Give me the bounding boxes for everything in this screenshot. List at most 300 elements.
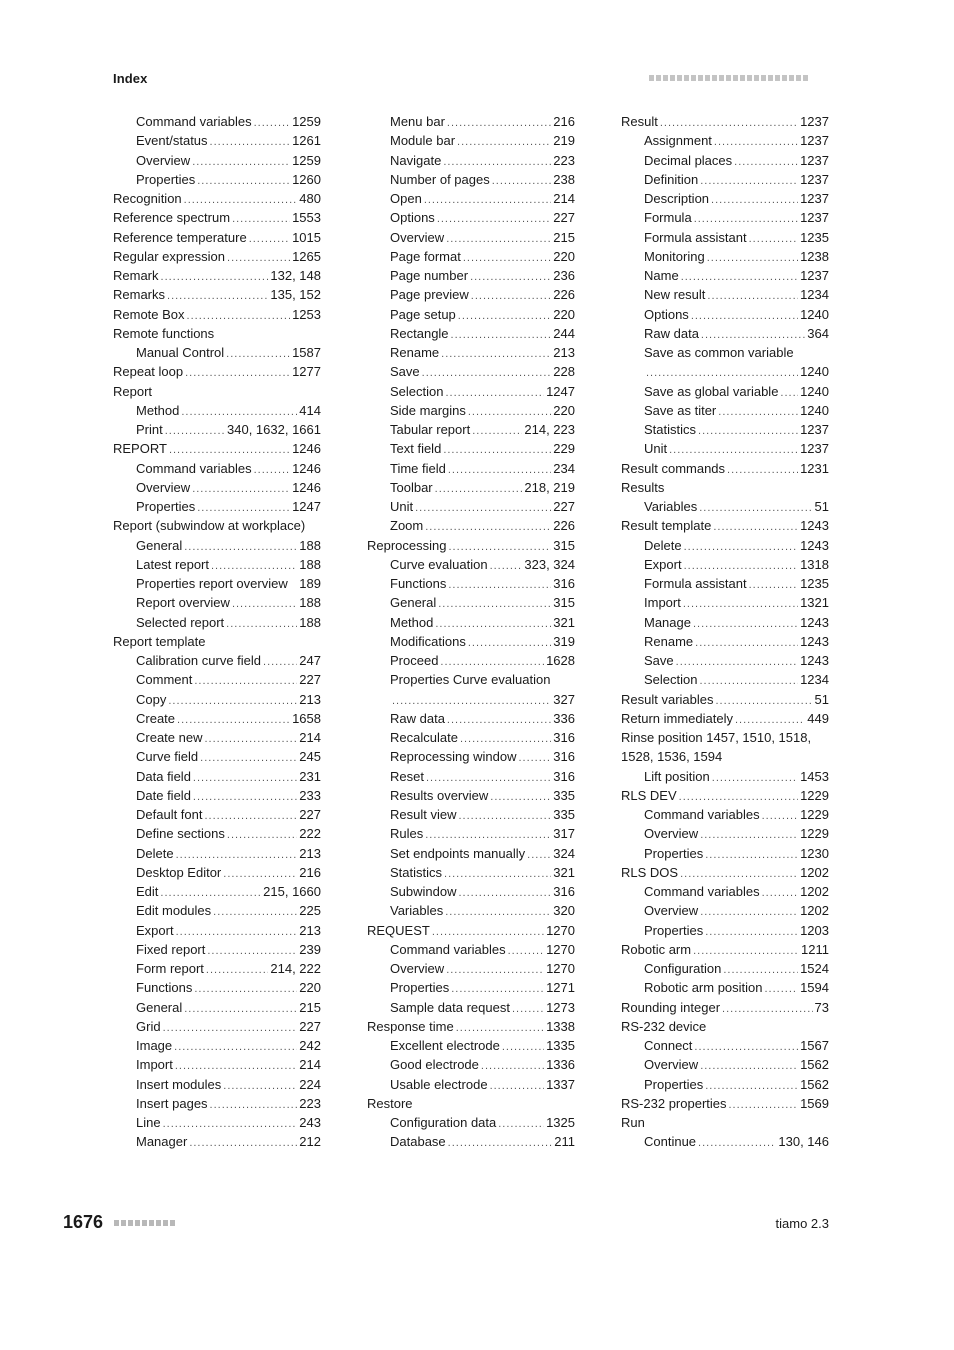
index-term: Report <box>113 383 153 399</box>
dot-leader <box>441 345 551 362</box>
dot-leader <box>163 1019 298 1036</box>
index-subentry <box>367 805 575 824</box>
decorative-square <box>740 75 745 81</box>
index-page-refs: 1247 <box>546 383 575 399</box>
index-page-refs: 1230 <box>800 845 829 861</box>
dot-leader <box>684 538 799 555</box>
footer-decorative-squares <box>114 1220 175 1226</box>
decorative-square <box>761 75 766 81</box>
index-page-refs: 233 <box>299 787 321 803</box>
index-page-refs: 1243 <box>800 537 829 553</box>
index-subentry <box>367 593 575 612</box>
index-entry <box>621 459 829 478</box>
index-term: Data field <box>136 768 191 784</box>
index-page-refs: 188 <box>299 537 321 553</box>
index-page-refs: 218, 219 <box>524 479 575 495</box>
dot-leader <box>181 403 297 420</box>
index-subentry <box>113 112 321 131</box>
index-subentry <box>113 921 321 940</box>
dot-leader <box>192 480 290 497</box>
dot-leader <box>200 749 297 766</box>
decorative-square <box>170 1220 175 1226</box>
index-page-refs: 238 <box>553 171 575 187</box>
index-page-refs: 239 <box>299 941 321 957</box>
dot-leader <box>422 364 552 381</box>
index-subentry <box>113 478 321 497</box>
index-entry <box>621 998 829 1017</box>
dot-leader <box>458 307 552 324</box>
index-subentry <box>621 228 829 247</box>
dot-leader <box>508 942 544 959</box>
index-term: Overview <box>390 961 445 976</box>
index-term: Run <box>621 1115 645 1130</box>
index-page-refs: 1594 <box>800 980 829 996</box>
index-entry <box>113 632 321 651</box>
decorative-square <box>719 75 724 81</box>
dot-leader <box>161 268 269 285</box>
dot-leader <box>163 1115 298 1132</box>
index-page-refs: 222 <box>299 826 321 842</box>
index-subentry <box>621 131 829 150</box>
index-page-refs: 212 <box>299 1134 321 1150</box>
dot-leader <box>223 865 297 882</box>
dot-leader <box>193 788 297 805</box>
dot-leader <box>512 1000 544 1017</box>
index-page-refs: 216 <box>299 864 321 880</box>
index-page-refs: 315 <box>553 595 575 611</box>
dot-leader <box>780 384 798 401</box>
index-subentry <box>621 1075 829 1094</box>
dot-leader <box>762 807 798 824</box>
index-term: Configuration <box>644 961 722 976</box>
index-subentry <box>113 786 321 805</box>
dot-leader <box>435 480 523 497</box>
index-term: Reference temperature <box>113 229 247 245</box>
index-subentry <box>113 1075 321 1094</box>
index-term: Remark <box>113 268 159 283</box>
dot-leader <box>445 384 544 401</box>
index-subentry <box>621 1055 829 1074</box>
dot-leader <box>448 1134 553 1151</box>
index-subentry <box>113 170 321 189</box>
index-page-refs: 242 <box>299 1038 321 1053</box>
index-term: Save as global variable <box>644 383 779 399</box>
dot-leader <box>193 769 297 786</box>
dot-leader <box>716 692 813 709</box>
index-page-refs: 1237 <box>800 191 829 206</box>
index-page-refs: 214 <box>299 1057 321 1073</box>
index-page-refs: 1567 <box>800 1038 829 1053</box>
index-term: Desktop Editor <box>136 864 222 880</box>
index-subentry <box>367 978 575 997</box>
index-term: Remote functions <box>113 325 215 341</box>
index-term: Calibration curve field <box>136 653 262 668</box>
dot-leader <box>204 730 297 747</box>
index-term: Insert pages <box>136 1095 208 1111</box>
index-page-refs: 324 <box>553 845 575 861</box>
index-term: Robotic arm <box>621 941 692 957</box>
index-page-refs: 214, 222 <box>270 961 321 976</box>
decorative-square <box>142 1220 147 1226</box>
index-entry <box>113 247 321 266</box>
index-term: Monitoring <box>644 248 705 264</box>
index-entry <box>367 536 575 555</box>
dot-leader <box>490 1077 545 1094</box>
dot-leader <box>699 672 798 689</box>
index-page-refs: 1211 <box>801 941 829 957</box>
index-term: Recalculate <box>390 730 458 745</box>
index-term: Form report <box>136 961 204 976</box>
dot-leader <box>184 538 297 555</box>
decorative-square <box>747 75 752 81</box>
index-entry <box>621 690 829 709</box>
index-subentry <box>621 1132 829 1151</box>
index-subentry <box>367 1113 575 1132</box>
index-term: Save <box>390 364 420 380</box>
index-page-refs: 236 <box>553 268 575 283</box>
index-term: Latest report <box>136 556 209 572</box>
index-term: Import <box>136 1057 173 1073</box>
index-term: Formula assistant <box>644 229 747 245</box>
index-page-refs: 228 <box>553 364 575 380</box>
index-page-refs: 1234 <box>800 672 829 688</box>
index-term: Image <box>136 1038 173 1053</box>
dot-leader <box>440 653 544 670</box>
index-subentry <box>113 1036 321 1055</box>
index-term: General <box>390 595 437 611</box>
index-page-refs: 1325 <box>546 1115 575 1130</box>
index-page-refs: 414 <box>299 402 321 418</box>
index-page-refs: 220 <box>299 980 321 996</box>
index-term: Result <box>621 114 658 129</box>
index-page-refs: 319 <box>553 633 575 649</box>
index-term: Excellent electrode <box>390 1038 500 1053</box>
index-subentry <box>621 882 829 901</box>
dot-leader <box>700 172 798 189</box>
index-term: Result template <box>621 518 712 534</box>
index-entry <box>621 478 829 497</box>
index-column-2 <box>367 112 575 1152</box>
index-subentry <box>113 998 321 1017</box>
index-subentry <box>113 1094 321 1113</box>
index-column-1 <box>113 112 321 1152</box>
index-page-refs: 1321 <box>800 595 829 611</box>
index-page-refs: 219 <box>553 133 575 149</box>
index-subentry <box>621 285 829 304</box>
index-term: Side margins <box>390 402 466 418</box>
index-term: Overview <box>136 479 191 495</box>
index-term: Overview <box>390 229 445 245</box>
index-term: Set endpoints manually <box>390 845 526 861</box>
dot-leader <box>470 268 551 285</box>
dot-leader <box>698 422 798 439</box>
index-term: Default font <box>136 807 203 822</box>
index-entry <box>113 208 321 227</box>
index-term: Result view <box>390 807 457 822</box>
index-page-refs: 323, 324 <box>524 556 575 572</box>
index-page-refs: 320 <box>553 903 575 919</box>
index-term: Repeat loop <box>113 364 184 380</box>
index-subentry <box>621 901 829 920</box>
index-subentry <box>621 824 829 843</box>
index-subentry <box>113 497 321 516</box>
index-subentry <box>621 362 829 381</box>
dot-leader <box>707 249 798 266</box>
index-page-refs: 1240 <box>800 383 829 399</box>
index-subentry <box>621 613 829 632</box>
index-page-refs: 340, 1632, 1661 <box>227 422 321 437</box>
index-page-refs: 1243 <box>800 518 829 534</box>
dot-leader <box>713 518 798 535</box>
index-term: Properties <box>136 499 196 514</box>
index-page-refs: 223 <box>299 1095 321 1111</box>
dot-leader <box>447 114 551 131</box>
dot-leader <box>185 364 290 381</box>
dot-leader <box>432 923 544 940</box>
index-entry <box>113 439 321 458</box>
index-entry <box>367 921 575 940</box>
index-term: Rounding integer <box>621 999 721 1015</box>
index-page-refs: 480 <box>299 191 321 206</box>
index-term: Save as common variable <box>644 345 794 360</box>
index-term: Restore <box>367 1095 413 1111</box>
index-subentry <box>367 189 575 208</box>
index-subentry <box>113 151 321 170</box>
index-page-refs: 1240 <box>800 402 829 418</box>
index-term: Good electrode <box>390 1057 479 1073</box>
dot-leader <box>693 942 799 959</box>
index-term: Toolbar <box>390 479 433 495</box>
index-term: Properties <box>136 171 196 187</box>
index-term: Edit modules <box>136 903 212 919</box>
index-term: Selected report <box>136 614 225 630</box>
index-page-refs: 449 <box>807 710 829 726</box>
page-header-title: Index <box>113 71 148 86</box>
index-term: Decimal places <box>644 152 733 168</box>
index-entry <box>621 112 829 131</box>
index-term: Functions <box>390 576 447 591</box>
index-page-refs: 1202 <box>800 864 829 880</box>
index-term: Configuration data <box>390 1115 497 1130</box>
index-page-refs: 224 <box>299 1076 321 1092</box>
index-term: Module bar <box>390 133 456 149</box>
index-subentry <box>621 632 829 651</box>
index-term: Properties <box>644 922 704 938</box>
index-term: Database <box>390 1134 446 1150</box>
decorative-square <box>663 75 668 81</box>
index-entry <box>621 863 829 882</box>
index-page-refs: 1562 <box>800 1076 829 1092</box>
index-term: Proceed <box>390 653 439 668</box>
index-page-refs: 1237 <box>800 133 829 149</box>
dot-leader <box>176 846 298 863</box>
index-page-refs: 215, 1660 <box>263 884 321 899</box>
dot-leader <box>444 865 551 882</box>
index-page-refs: 1270 <box>546 922 575 938</box>
dot-leader <box>192 153 290 170</box>
index-term: Export <box>136 922 174 938</box>
index-subentry <box>367 863 575 882</box>
index-term: Properties <box>390 980 450 996</box>
index-term: Overview <box>644 826 699 842</box>
dot-leader <box>727 461 798 478</box>
index-subentry <box>113 863 321 882</box>
decorative-square <box>754 75 759 81</box>
dot-leader <box>425 826 551 843</box>
index-page-refs: 1628 <box>546 653 575 668</box>
index-page-refs: 1453 <box>800 768 829 784</box>
index-entry <box>367 1017 575 1036</box>
index-term: Overview <box>644 1057 699 1073</box>
index-subentry <box>113 728 321 747</box>
dot-leader <box>226 345 290 362</box>
dot-leader <box>194 980 297 997</box>
index-subentry <box>621 420 829 439</box>
decorative-square <box>698 75 703 81</box>
dot-leader <box>446 230 551 247</box>
index-subentry <box>621 401 829 420</box>
index-term: Continue <box>644 1134 697 1150</box>
dot-leader <box>207 942 297 959</box>
index-term: Overview <box>136 152 191 168</box>
index-page-refs: 1237 <box>800 114 829 129</box>
dot-leader <box>448 461 551 478</box>
index-subentry <box>621 651 829 670</box>
index-page-refs: 1229 <box>800 826 829 842</box>
index-subentry <box>367 690 575 709</box>
index-subentry <box>367 901 575 920</box>
index-term: Subwindow <box>390 884 457 899</box>
dot-leader <box>184 1000 297 1017</box>
index-entry <box>113 382 321 401</box>
index-subentry <box>367 305 575 324</box>
index-subentry <box>367 266 575 285</box>
index-page-refs: 1270 <box>546 961 575 976</box>
index-page-refs: 1243 <box>800 614 829 630</box>
dot-leader <box>210 1096 298 1113</box>
index-entry <box>621 1094 829 1113</box>
index-term: RLS DOS <box>621 864 679 880</box>
index-entry <box>621 1113 829 1132</box>
index-page-refs: 1271 <box>546 980 575 996</box>
dot-leader <box>194 672 297 689</box>
index-page-refs: 214 <box>299 730 321 745</box>
index-subentry <box>367 940 575 959</box>
index-term: Reprocessing window <box>390 749 517 765</box>
index-page-refs: 1260 <box>292 171 321 187</box>
index-term: Command variables <box>390 941 506 957</box>
index-page-refs: 130, 146 <box>778 1134 829 1150</box>
dot-leader <box>498 1115 544 1132</box>
index-subentry <box>621 324 829 343</box>
index-term: Remote Box <box>113 306 185 322</box>
index-page-refs: 226 <box>553 287 575 303</box>
index-page-refs: 1524 <box>800 961 829 976</box>
index-page-refs: 1235 <box>800 576 829 591</box>
index-term: Properties Curve evaluation <box>390 672 551 688</box>
index-subentry <box>113 1113 321 1132</box>
index-term: Reference spectrum <box>113 210 231 226</box>
index-page-refs: 1553 <box>292 210 321 226</box>
index-subentry <box>367 728 575 747</box>
index-page-refs: 1202 <box>800 903 829 919</box>
index-term: Manage <box>644 614 691 630</box>
index-term: Curve evaluation <box>390 556 488 572</box>
index-term: Command variables <box>644 807 760 822</box>
index-page-refs: 1237 <box>800 268 829 283</box>
index-term: Command variables <box>644 884 760 899</box>
decorative-square <box>768 75 773 81</box>
dot-leader <box>693 615 798 632</box>
index-page-refs: 1335 <box>546 1038 575 1053</box>
dot-leader <box>167 287 268 304</box>
dot-leader <box>723 961 798 978</box>
index-term: Description <box>644 191 710 206</box>
index-subentry <box>621 305 829 324</box>
index-term: Edit <box>136 884 159 899</box>
dot-leader <box>187 307 291 324</box>
dot-leader <box>676 653 798 670</box>
dot-leader <box>435 615 551 632</box>
index-term: Command variables <box>136 460 252 476</box>
index-term: Grid <box>136 1018 161 1034</box>
index-term: Functions <box>136 980 193 996</box>
index-subentry <box>621 574 829 593</box>
index-term: 1528, 1536, 1594 <box>621 749 723 765</box>
dot-leader <box>197 499 290 516</box>
index-subentry <box>621 593 829 612</box>
index-term: Raw data <box>644 325 699 341</box>
index-term: Properties <box>644 1076 704 1092</box>
decorative-square <box>691 75 696 81</box>
index-page-refs: 1270 <box>546 941 575 957</box>
dot-leader <box>749 576 798 593</box>
dot-leader <box>468 634 551 651</box>
index-page-refs: 1338 <box>546 1018 575 1034</box>
dot-leader <box>446 961 544 978</box>
index-subentry <box>621 670 829 689</box>
index-page-refs: 1336 <box>546 1057 575 1073</box>
decorative-square <box>121 1220 126 1226</box>
index-subentry <box>113 574 321 593</box>
index-subentry <box>621 497 829 516</box>
decorative-square <box>163 1220 168 1226</box>
index-term: Text field <box>390 441 442 457</box>
dot-leader <box>705 846 798 863</box>
index-page-refs: 316 <box>553 884 575 899</box>
index-subentry <box>621 921 829 940</box>
index-term: Result commands <box>621 460 726 476</box>
dot-leader <box>210 133 291 150</box>
index-page-refs: 1238 <box>800 248 829 264</box>
dot-leader <box>471 287 552 304</box>
index-page-refs: 1229 <box>800 787 829 803</box>
index-subentry <box>113 844 321 863</box>
index-term: Create <box>136 710 176 726</box>
dot-leader <box>227 249 290 266</box>
index-subentry <box>367 555 575 574</box>
index-entry <box>621 516 829 535</box>
dot-leader <box>197 172 290 189</box>
index-subentry <box>367 324 575 343</box>
index-term: Manager <box>136 1134 188 1150</box>
index-subentry <box>367 478 575 497</box>
dot-leader <box>705 1077 798 1094</box>
index-subentry <box>367 170 575 189</box>
index-page-refs: 316 <box>553 576 575 591</box>
index-term: Lift position <box>644 768 710 784</box>
page-number: 1676 <box>63 1212 104 1232</box>
